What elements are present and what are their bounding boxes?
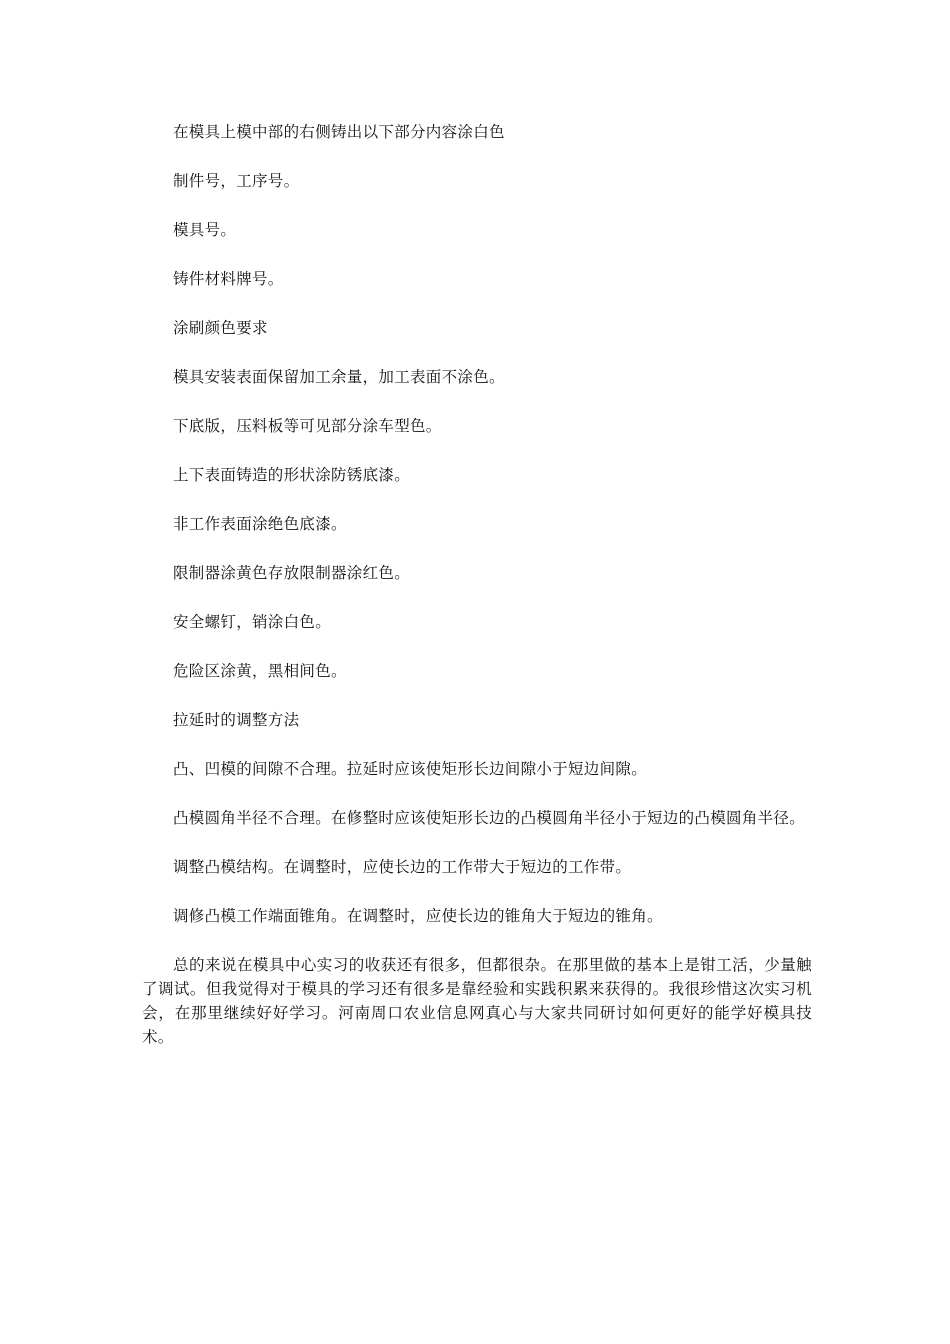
paragraph: 调整凸模结构。在调整时，应使长边的工作带大于短边的工作带。 <box>173 858 632 876</box>
section-heading: 拉延时的调整方法 <box>173 711 300 729</box>
paragraph: 模具安装表面保留加工余量，加工表面不涂色。 <box>173 368 505 386</box>
paragraph: 下底版，压料板等可见部分涂车型色。 <box>173 417 442 435</box>
paragraph: 限制器涂黄色存放限制器涂红色。 <box>173 564 411 582</box>
paragraph: 危险区涂黄，黑相间色。 <box>173 662 347 680</box>
paragraph: 安全螺钉，销涂白色。 <box>173 613 332 631</box>
paragraph: 凸、凹模的间隙不合理。拉延时应该使矩形长边间隙小于短边间隙。 <box>173 760 648 778</box>
paragraph: 制件号，工序号。 <box>173 172 300 190</box>
paragraph: 上下表面铸造的形状涂防锈底漆。 <box>173 466 411 484</box>
section-heading: 涂刷颜色要求 <box>173 319 268 337</box>
document-page <box>142 120 812 1074</box>
paragraph: 模具号。 <box>173 221 237 239</box>
paragraph: 总的来说在模具中心实习的收获还有很多，但都很杂。在那里做的基本上是钳工活，少量触了调试。但我觉得对于模具的学习还有很多是靠经验和实践积累来获得的。我很珍惜这次实习机会，在那里继续好好学习。河南周口农业信息网真心与大家共同研讨如何更好的能学好模具技术。 <box>142 956 812 1046</box>
paragraph: 铸件材料牌号。 <box>173 270 284 288</box>
paragraph: 在模具上模中部的右侧铸出以下部分内容涂白色 <box>173 123 505 141</box>
paragraph: 凸模圆角半径不合理。在修整时应该使矩形长边的凸模圆角半径小于短边的凸模圆角半径。 <box>173 809 806 827</box>
paragraph: 非工作表面涂绝色底漆。 <box>173 515 347 533</box>
paragraph: 调修凸模工作端面锥角。在调整时，应使长边的锥角大于短边的锥角。 <box>173 907 663 925</box>
